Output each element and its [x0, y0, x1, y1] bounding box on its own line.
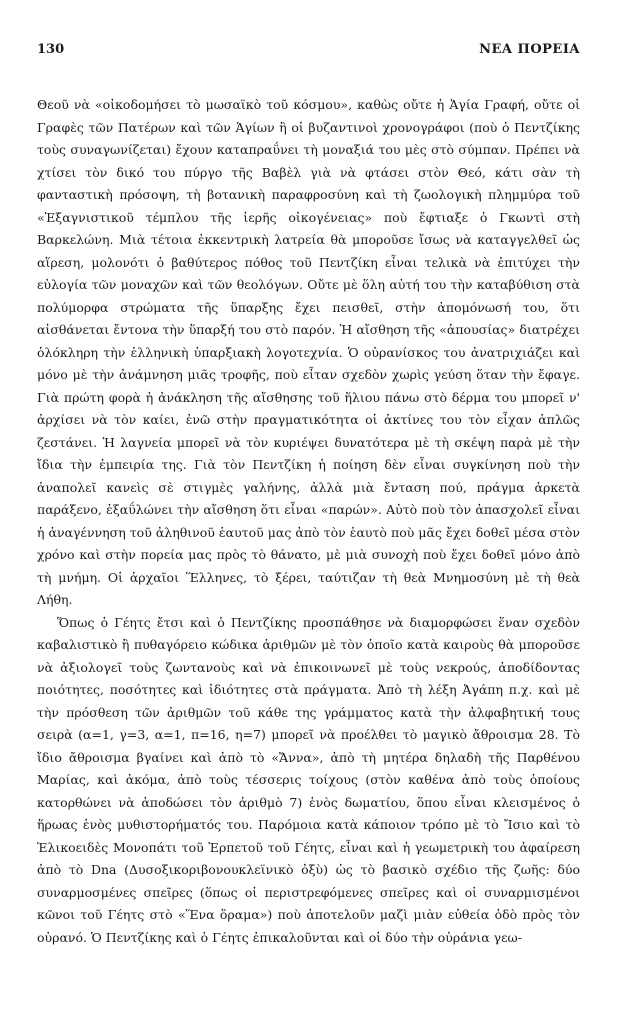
running-title: ΝΕΑ ΠΟΡΕΙΑ: [479, 42, 580, 57]
page-number: 130: [37, 42, 65, 57]
paragraph-2: Ὅπως ὁ Γέητς ἔτσι καὶ ὁ Πεντζίκης προσπάθησε νὰ διαμορφώσει ἕναν σχεδὸν καβαλιστικὸ ἢ πυθαγόρειο κώδικα ἀριθμῶν μὲ τὸν ὁποῖο κατὰ καιροὺς θὰ μποροῦσε νὰ ἀξιολογεῖ τοὺς ζωντανοὺς καὶ νὰ ἐπικοινωνεῖ μὲ τοὺς νεκρούς, ἀποδίδοντας ποιότητες, ποσότητες καὶ ἰδιότητες στὰ πράγματα. Ἀπὸ τὴ λέξη Ἀγάπη π.χ. καὶ μὲ τὴν πρόσθεση τῶν ἀριθμῶν τοῦ κάθε της γράμματος κατὰ τὴν ἀλφαβητική τους σειρὰ (α=1, γ=3, α=1, π=16, η=7) μπορεῖ νὰ προέλθει τὸ μαγικὸ ἄθροισμα 28. Τὸ ἴδιο ἄθροισμα βγαίνει καὶ ἀπὸ τὸ «Ἄννα», ἀπὸ τὴ μητέρα δηλαδὴ τῆς Παρθένου Μαρίας, καὶ ἀκόμα, ἀπὸ τοὺς τέσσερις τοίχους (στὸν καθένα ἀπὸ τοὺς ὁποίους κατορθώνει νὰ ἀποδώσει τὸν ἀριθμὸ 7) ἑνὸς δωματίου, ὅπου εἶναι κλεισμένος ὁ ἥρωας ἑνὸς μυθιστορήματός του. Παρόμοια κατὰ κάποιον τρόπο μὲ τὸ Ἴσιο καὶ τὸ Ἑλικοειδὲς Μονοπάτι τοῦ Ἑρπετοῦ τοῦ Γέητς, εἶναι καὶ ἡ γεωμετρικὴ του ἀφαίρεση ἀπὸ τὸ Dna (Δυσοξικοριβονουκλεϊνικὸ ὀξὺ) ὡς τὸ βασικὸ σχέδιο τῆς ζωῆς: δύο συναρμοσμένες σπεῖρες (ὅπως οἱ περιστρεφόμενες σπεῖρες καὶ οἱ συναρμισμένοι κῶνοι τοῦ Γέητς στὸ «Ἕνα ὅραμα») ποὺ ἀποτελοῦν μαζὶ μιὰν εὐθεία ὁδὸ πρὸς τὸν οὐρανό. Ὁ Πεντζίκης καὶ ὁ Γέητς ἐπικαλοῦνται καὶ οἱ δύο τὴν οὐράνια γεω-: [37, 614, 580, 945]
paragraph-1: Θεοῦ νὰ «οἰκοδομήσει τὸ μωσαϊκὸ τοῦ κόσμου», καθὼς οὔτε ἡ Ἁγία Γραφή, οὔτε οἱ Γραφὲς τῶν Πατέρων καὶ τῶν Ἁγίων ἢ οἱ βυζαντινοὶ χρονογράφοι (ποὺ ὁ Πεντζίκης τοὺς συναγωνίζεται) ἔχουν καταπραΰνει τὴ μοναξιά του μὲς στὸ σύμπαν. Πρέπει νὰ χτίσει τὸν δικό του πύργο τῆς Βαβὲλ γιὰ νὰ φτάσει στὸν Θεό, κάτι σὰν τὴ φανταστικὴ πρόσοψη, τὴ βοτανικὴ παραφροσύνη καὶ τὴ ζωολογικὴ πλημμύρα τοῦ «Ἐξαγνιστικοῦ τέμπλου τῆς ἱερῆς οἰκογένειας» ποὺ ἔφτιαξε ὁ Γκωντὶ στὴ Βαρκελώνη. Μιὰ τέτοια ἐκκεντρικὴ λατρεία θὰ μποροῦσε ἴσως νὰ καταγγελθεῖ ὡς αἵρεση, μολονότι ὁ βαθύτερος πόθος τοῦ Πεντζίκη εἶναι τελικὰ νὰ ἐπιτύχει τὴν εὐλογία τῶν μοναχῶν καὶ τῶν θεολόγων. Οὔτε μὲ ὅλη αὐτή του τὴν καταβύθιση στὰ πολύμορφα στρώματα τῆς ὕπαρξης ἔχει πεισθεῖ, στὴν ἀπομόνωσή του, ὅτι αἰσθάνεται ἔντονα τὴν ὕπαρξή του στὸ παρόν. Ἡ αἴσθηση τῆς «ἀπουσίας» διατρέχει ὁλόκληρη τὴν ἑλληνικὴ ὑπαρξιακὴ λογοτεχνία. Ὁ οὐρανίσκος του ἀνατριχιάζει καὶ μόνο μὲ τὴν ἀνάμνηση μιᾶς τροφῆς, ποὺ εἶταν σχεδὸν χωρὶς γεύση ὅταν τὴν ἔφαγε. Γιὰ πρώτη φορὰ ἡ ἀνάκληση τῆς αἴσθησης τοῦ ἥλιου πάνω στὸ δέρμα του μπορεῖ ν' ἀρχίσει νὰ τὸν καίει, ἐνῶ στὴν πραγματικότητα οἱ ἀκτίνες του τὸν εἶχαν ἁπλῶς ζεστάνει. Ἡ λαγνεία μπορεῖ νὰ τὸν κυριέψει δυνατότερα μὲ τὴ σκέψη παρὰ μὲ τὴν ἴδια τὴν ἐμπειρία της. Γιὰ τὸν Πεντζίκη ἡ ποίηση δὲν εἶναι συγκίνηση ποὺ τὴν ἀναπολεῖ κανεὶς σὲ στιγμὲς γαλήνης, ἀλλὰ μιὰ ἔνταση πού, πράγμα ἀρκετὰ παράξενο, ἐξαΰλώνει τὴν αἴσθηση ὅτι εἶναι «παρών». Αὐτὸ ποὺ τὸν ἀπασχολεῖ εἶναι ἡ ἀναγέννηση τοῦ ἀληθινοῦ ἑαυτοῦ μας ἀπὸ τὸν ἑαυτὸ ποὺ μᾶς ἔχει δοθεῖ μέσα στὸν χρόνο καὶ στὴν πορεία μας πρὸς τὸ θάνατο, μὲ μιὰ συνοχὴ ποὺ ἔχει δοθεῖ μόνο ἀπὸ τὴ μνήμη. Οἱ ἀρχαῖοι Ἕλληνες, τὸ ξέρει, ταύτιζαν τὴ θεὰ Μνημοσύνη μὲ τὴ θεὰ Λήθη.: [37, 97, 580, 607]
article-body: [37, 94, 580, 949]
page-header: [37, 42, 580, 62]
